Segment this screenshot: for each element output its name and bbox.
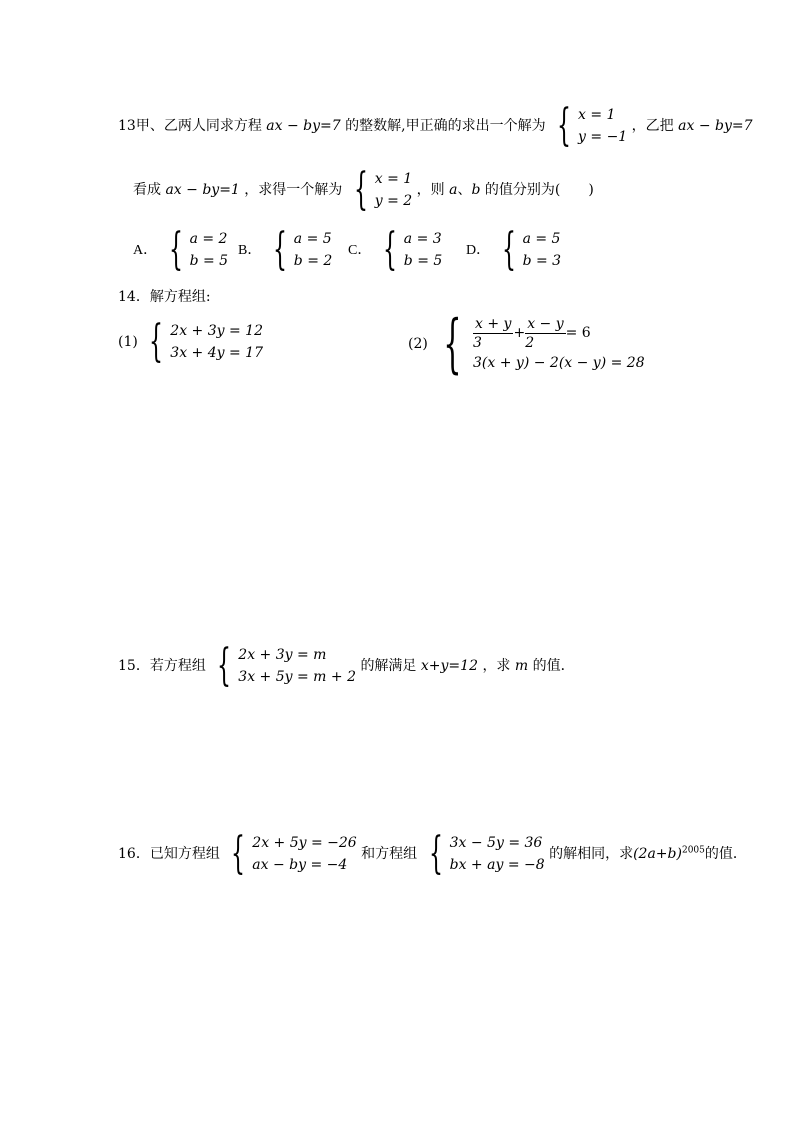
q13-option-d[interactable] [466, 224, 562, 275]
q16-expression: (2a+b) [633, 846, 682, 862]
option-row: b = 5 [403, 253, 443, 269]
q14-part1-row1: 2x + 3y = 12 [170, 323, 263, 339]
q13-var-b: b [471, 182, 481, 198]
q13-solution-a-row1: x = 1 [578, 107, 616, 123]
brace-icon: { [353, 164, 368, 215]
brace-icon: { [149, 316, 164, 367]
brace-icon: { [501, 224, 516, 275]
q13-text4: 看成 [133, 182, 161, 198]
option-row: a = 2 [189, 231, 228, 247]
brace-icon: { [557, 100, 572, 151]
option-label: B． [238, 243, 262, 258]
q15-mid: 的解满足 [360, 658, 417, 674]
brace-icon: { [272, 224, 287, 275]
option-row: a = 5 [293, 231, 332, 247]
option-row: a = 3 [403, 231, 442, 247]
q14-part1-label: (1) [118, 334, 138, 350]
q15-row2: 3x + 5y = m + 2 [238, 669, 356, 685]
q13-solution-a-row2: y = −1 [578, 129, 628, 145]
q15-condition: x+y=12 [420, 658, 478, 674]
q16-suffix: 的解相同，求 [549, 846, 634, 862]
q13-option-b[interactable] [238, 224, 333, 275]
q13-text2: 的整数解,甲正确的求出一个解为 [345, 118, 546, 134]
q14-part1 [118, 316, 263, 367]
q13-equation2: ax − by=7 [678, 118, 753, 134]
q15-var-m: m [514, 658, 529, 674]
q14-part2 [408, 307, 645, 381]
q16-sys2-row1: 3x − 5y = 36 [449, 835, 543, 851]
option-label: A． [133, 243, 158, 258]
q13-text7: 的值分别为( ) [484, 182, 594, 198]
q13-line2 [133, 164, 594, 215]
q13-solution-b-row1: x = 1 [374, 171, 413, 187]
q15-row1: 2x + 3y = m [238, 647, 327, 663]
q14-part2-row1: $\frac{x + y}{3}$ + $\frac{x - y}{2}$ = 6 [473, 315, 591, 351]
q13-equation3: ax − by=1 [165, 182, 240, 198]
q15 [118, 640, 575, 691]
q13-text3: ，乙把 [631, 118, 674, 134]
q15-suffix2: 的值． [532, 658, 575, 674]
q15-prefix: 15．若方程组 [118, 658, 206, 674]
fraction: $\frac{x - y}{2}$ [525, 315, 564, 351]
option-row: b = 3 [522, 253, 562, 269]
q13-text6: ，则 [416, 182, 445, 198]
q16-sys2-row2: bx + ay = −8 [449, 857, 545, 873]
q13-solution-b [347, 164, 413, 215]
q13-var-a: a [449, 182, 458, 198]
brace-icon: { [231, 828, 246, 879]
q13-equation: ax − by=7 [266, 118, 341, 134]
q16-sys1-row1: 2x + 5y = −26 [252, 835, 357, 851]
q16-end: 的值． [704, 846, 747, 862]
q14-part2-label: (2) [408, 336, 428, 352]
q14-part1-row2: 3x + 4y = 17 [170, 345, 263, 361]
q13-solution-a [550, 100, 628, 151]
option-row: b = 5 [189, 253, 229, 269]
brace-icon: { [168, 224, 183, 275]
option-label: C． [348, 243, 372, 258]
option-row: b = 2 [293, 253, 333, 269]
brace-icon: { [428, 828, 443, 879]
q13-line1 [118, 100, 753, 151]
q13-sep: 、 [457, 182, 472, 198]
q16-sys1-row2: ax − by = −4 [252, 857, 348, 873]
q13-solution-b-row2: y = 2 [374, 193, 413, 209]
q13-option-c[interactable] [348, 224, 443, 275]
q13-text1: 13甲、乙两人同求方程 [118, 118, 262, 134]
q15-suffix1: ，求 [482, 658, 511, 674]
q16 [118, 828, 747, 879]
option-row: a = 5 [522, 231, 561, 247]
q14-part2-row2: 3(x + y) − 2(x − y) = 28 [473, 354, 645, 371]
brace-icon: { [443, 307, 462, 381]
q16-exponent: 2005 [681, 845, 705, 856]
option-label: D． [466, 243, 491, 258]
brace-icon: { [382, 224, 397, 275]
q13-option-a[interactable] [133, 224, 229, 275]
q13-text5: ，求得一个解为 [244, 182, 343, 198]
q16-prefix: 16．已知方程组 [118, 846, 220, 862]
q16-mid: 和方程组 [361, 846, 418, 862]
q14-title: 14．解方程组: [118, 289, 211, 305]
fraction: $\frac{x + y}{3}$ [473, 315, 512, 351]
brace-icon: { [217, 640, 232, 691]
